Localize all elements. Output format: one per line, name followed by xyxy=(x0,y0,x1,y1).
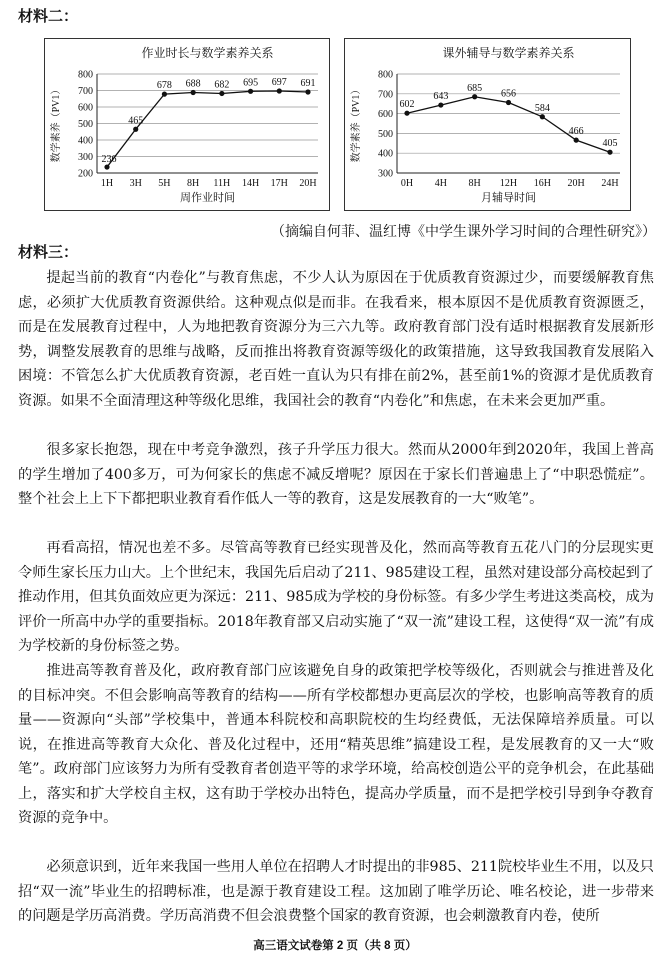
y-tick-label: 800 xyxy=(378,69,393,81)
data-label: 466 xyxy=(568,126,584,138)
data-label: 688 xyxy=(185,78,201,90)
x-tick-label: 20H xyxy=(567,178,585,189)
chart-tutoring-box xyxy=(344,38,631,211)
material-3-heading: 材料三： xyxy=(18,243,79,261)
y-tick-label: 500 xyxy=(78,119,93,130)
y-tick-label: 700 xyxy=(78,86,93,97)
data-label: 584 xyxy=(534,102,550,114)
data-label: 236 xyxy=(101,154,117,166)
data-point xyxy=(104,164,109,169)
y-tick-label: 400 xyxy=(78,135,93,147)
data-label: 691 xyxy=(300,77,316,89)
chart-title: 作业时长与数学素养关系 xyxy=(141,46,274,60)
x-tick-label: 4H xyxy=(434,178,447,189)
data-point xyxy=(506,100,511,105)
x-tick-label: 12H xyxy=(499,178,518,189)
data-label: 405 xyxy=(602,138,618,150)
y-tick-label: 800 xyxy=(78,69,93,81)
x-tick-label: 17H xyxy=(270,178,288,189)
data-point xyxy=(472,94,477,99)
x-tick-label: 3H xyxy=(129,178,142,189)
data-point xyxy=(607,150,612,155)
data-point xyxy=(162,92,167,97)
x-tick-label: 16H xyxy=(533,178,551,189)
chart-title: 课外辅导与数学素养关系 xyxy=(442,46,575,60)
x-tick-label: 8H xyxy=(187,178,200,189)
data-label: 682 xyxy=(214,79,230,91)
chart-homework-box xyxy=(44,38,330,211)
data-point xyxy=(438,102,443,107)
y-tick-label: 700 xyxy=(378,89,393,101)
x-tick-label: 8H xyxy=(468,178,481,189)
data-point xyxy=(305,89,310,94)
x-axis-label: 周作业时间 xyxy=(180,192,235,204)
y-tick-label: 600 xyxy=(78,102,93,114)
data-point xyxy=(540,114,545,119)
y-tick-label: 300 xyxy=(78,152,93,163)
y-tick-label: 200 xyxy=(78,168,93,180)
data-label: 465 xyxy=(128,115,144,127)
paragraph-3: 再看高招，情况也差不多。尽管高等教育已经实现普及化，然而高等教育五花八门的分层现实更令师生家长压力山大。上个世纪末，我国先后启动了211、985建设工程，虽然对建设部分高校起到了推动作用，但其负面效应更为深远：211、985成为学校的身份标签。有多少学生考进这类高校，成为评价一所高中办学的重要指标。2018年教育部又启动实施了“双一流”建设工程，这使得“双一流”有成为学校新的身份标签之势。 xyxy=(18,540,654,654)
data-label: 697 xyxy=(271,76,287,88)
y-axis-label: 数学素养（PV1） xyxy=(51,84,62,163)
data-label: 656 xyxy=(501,88,516,100)
paragraph-1: 提起当前的教育“内卷化”与教育焦虑，不少人认为原因在于优质教育资源过少，而要缓解教育焦虑，必须扩大优质教育资源供给。这种观点似是而非。在我看来，根本原因不是优质教育资源匮乏，而是在发展教育过程中，人为地把教育资源分为三六九等。政府教育部门没有适时根据教育发展新形势，调整发展教育的思维与战略，反而推出将教育资源等级化的政策措施，这导致我国教育发展陷入困境：不管怎么扩大优质教育资源，老百姓一直认为只有排在前2%，甚至前1%的资源才是优质教育资源。如果不全面清理这种等级化思维，我国社会的教育“内卷化”和焦虑，在未来会更加严重。 xyxy=(18,270,654,409)
data-label: 643 xyxy=(433,91,449,103)
x-tick-label: 0H xyxy=(400,178,414,189)
material-2-heading: 材料二： xyxy=(18,7,79,25)
data-label: 685 xyxy=(467,82,483,94)
y-tick-label: 500 xyxy=(378,128,393,140)
source-citation: （摘编自何菲、温红博《中学生课外学习时间的合理性研究》） xyxy=(271,224,656,240)
chart-tutoring xyxy=(345,39,630,210)
data-point xyxy=(248,89,253,94)
data-point xyxy=(404,111,409,116)
paragraph-5: 必须意识到，近年来我国一些用人单位在招聘人才时提出的非985、211院校毕业生不用，以及只招“双一流”毕业生的招聘标准，也是源于教育建设工程。这加剧了唯学历论、唯名校论，进一步带来的问题是学历高消费。学历高消费不但会浪费整个国家的教育资源，也会刺激教育内卷，使所 xyxy=(18,859,654,924)
x-tick-label: 14H xyxy=(241,178,260,189)
data-point xyxy=(219,91,224,96)
x-tick-label: 1H xyxy=(100,178,114,189)
y-tick-label: 400 xyxy=(378,148,393,160)
x-tick-label: 24H xyxy=(601,178,619,189)
paragraph-4: 推进高等教育普及化，政府教育部门应该避免自身的政策把学校等级化，否则就会与推进普及化的目标冲突。不但会影响高等教育的结构——所有学校都想办更高层次的学校，也影响高等教育的质量——资源向“头部”学校集中，普通本科院校和高职院校的生均经费低，无法保障培养质量。可以说，在推进高等教育大众化、普及化过程中，还用“精英思维”搞建设工程，是发展教育的又一大“败笔”。政府部门应该努力为所有受教育者创造平等的求学环境，给高校创造公平的竞争机会，在此基础上，落实和扩大学校自主权，这有助于学校办出特色，提高办学质量，而不是把学校引导到争夺教育资源的竞争中。 xyxy=(18,663,654,826)
data-point xyxy=(133,127,138,132)
x-tick-label: 5H xyxy=(158,178,171,189)
data-label: 602 xyxy=(399,99,415,111)
y-tick-label: 600 xyxy=(378,109,393,121)
data-label: 678 xyxy=(156,80,172,92)
x-tick-label: 20H xyxy=(299,178,317,189)
data-point xyxy=(574,138,579,143)
x-tick-label: 11H xyxy=(213,178,231,189)
chart-homework xyxy=(45,39,329,210)
page-footer: 高三语文试卷第 2 页（共 8 页） xyxy=(253,940,417,952)
y-axis-label: 数学素养（PV1） xyxy=(351,84,362,163)
data-point xyxy=(191,90,196,95)
x-axis-label: 月辅导时间 xyxy=(481,192,536,204)
data-label: 695 xyxy=(243,77,259,89)
paragraph-2: 很多家长抱怨，现在中考竞争激烈，孩子升学压力很大。然而从2000年到2020年，我国上普高的学生增加了400多万，可为何家长的焦虑不减反增呢？原因在于家长们普遍患上了“中职恐慌症”。整个社会上上下下都把职业教育看作低人一等的教育，这是发展教育的一大“败笔”。 xyxy=(18,442,654,507)
y-tick-label: 300 xyxy=(378,168,393,180)
data-point xyxy=(277,88,282,93)
